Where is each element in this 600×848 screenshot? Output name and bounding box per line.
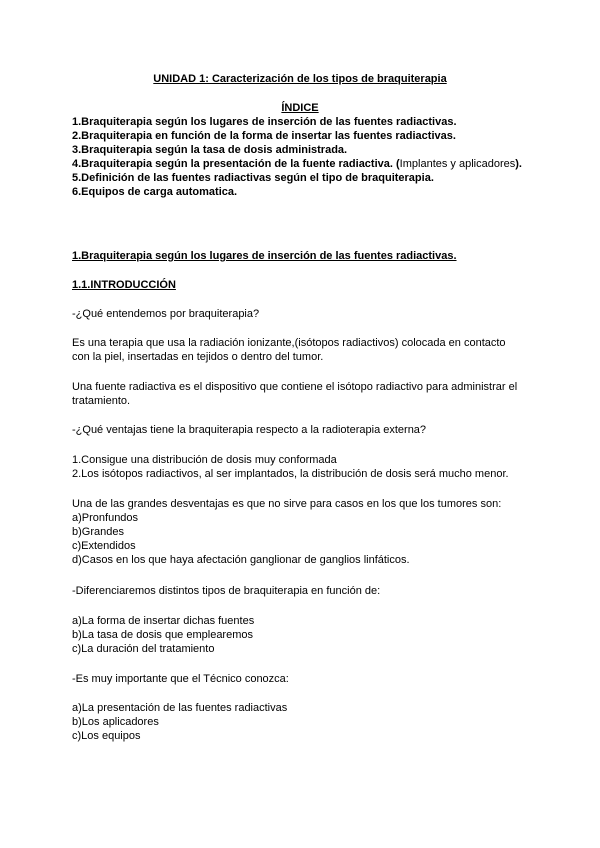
paragraph-line: Es una terapia que usa la radiación ionizante,(isótopos radiactivos) colocada en contacto xyxy=(72,337,506,349)
list-item: b)Grandes xyxy=(72,526,124,538)
index-item: 2.Braquiterapia en función de la forma de insertar las fuentes radiactivas. xyxy=(72,130,456,142)
index-item-4 xyxy=(72,157,532,171)
index-item-4-tail: ). xyxy=(515,158,522,170)
index-item: 6.Equipos de carga automatica. xyxy=(72,186,238,198)
advantages-list xyxy=(72,453,532,481)
list-item: 1.Consigue una distribución de dosis muy conformada xyxy=(72,454,337,466)
list-item: c)Los equipos xyxy=(72,730,141,742)
list-item: a)La forma de insertar dichas fuentes xyxy=(72,615,255,627)
section-heading: 1.Braquiterapia según los lugares de inserción de las fuentes radiactivas. xyxy=(72,250,457,262)
document-title: UNIDAD 1: Caracterización de los tipos de braquiterapia xyxy=(153,73,447,85)
paragraph-line: Una fuente radiactiva es el dispositivo que contiene el isótopo radiactivo para administrar el xyxy=(72,381,518,393)
index-item: 3.Braquiterapia según la tasa de dosis administrada. xyxy=(72,144,348,156)
paragraph-definition xyxy=(72,336,532,364)
technician-intro: -Es muy importante que el Técnico conozca: xyxy=(72,673,289,685)
index-item-4-extra: Implantes y aplicadores xyxy=(399,158,516,170)
subsection-heading: 1.1.INTRODUCCIÓN xyxy=(72,279,176,291)
list-item: 2.Los isótopos radiactivos, al ser implantados, la distribución de dosis será mucho menor. xyxy=(72,468,509,480)
list-item: b)Los aplicadores xyxy=(72,716,159,728)
index-heading: ÍNDICE xyxy=(281,102,319,114)
list-item: a)La presentación de las fuentes radiactivas xyxy=(72,702,288,714)
index-item-4-main: 4.Braquiterapia según la presentación de la fuente radiactiva. ( xyxy=(72,158,400,170)
types-list xyxy=(72,614,532,656)
question-2: -¿Qué ventajas tiene la braquiterapia respecto a la radioterapia externa? xyxy=(72,424,427,436)
list-item: c)Extendidos xyxy=(72,540,136,552)
list-item: b)La tasa de dosis que emplearemos xyxy=(72,629,253,641)
index-list xyxy=(72,115,532,199)
paragraph-line: tratamiento. xyxy=(72,395,131,407)
technician-list xyxy=(72,701,532,743)
disadvantages-list xyxy=(72,511,532,567)
disadvantages-intro: Una de las grandes desventajas es que no sirve para casos en los que los tumores son: xyxy=(72,498,502,510)
question-1: -¿Qué entendemos por braquiterapia? xyxy=(72,308,260,320)
list-item: a)Pronfundos xyxy=(72,512,139,524)
types-intro: -Diferenciaremos distintos tipos de braquiterapia en función de: xyxy=(72,585,381,597)
list-item: d)Casos en los que haya afectación ganglionar de ganglios linfáticos. xyxy=(72,554,410,566)
paragraph-line: con la piel, insertadas en tejidos o dentro del tumor. xyxy=(72,351,324,363)
paragraph-source xyxy=(72,380,532,408)
list-item: c)La duración del tratamiento xyxy=(72,643,215,655)
index-item: 5.Definición de las fuentes radiactivas según el tipo de braquiterapia. xyxy=(72,172,434,184)
index-item: 1.Braquiterapia según los lugares de inserción de las fuentes radiactivas. xyxy=(72,116,457,128)
